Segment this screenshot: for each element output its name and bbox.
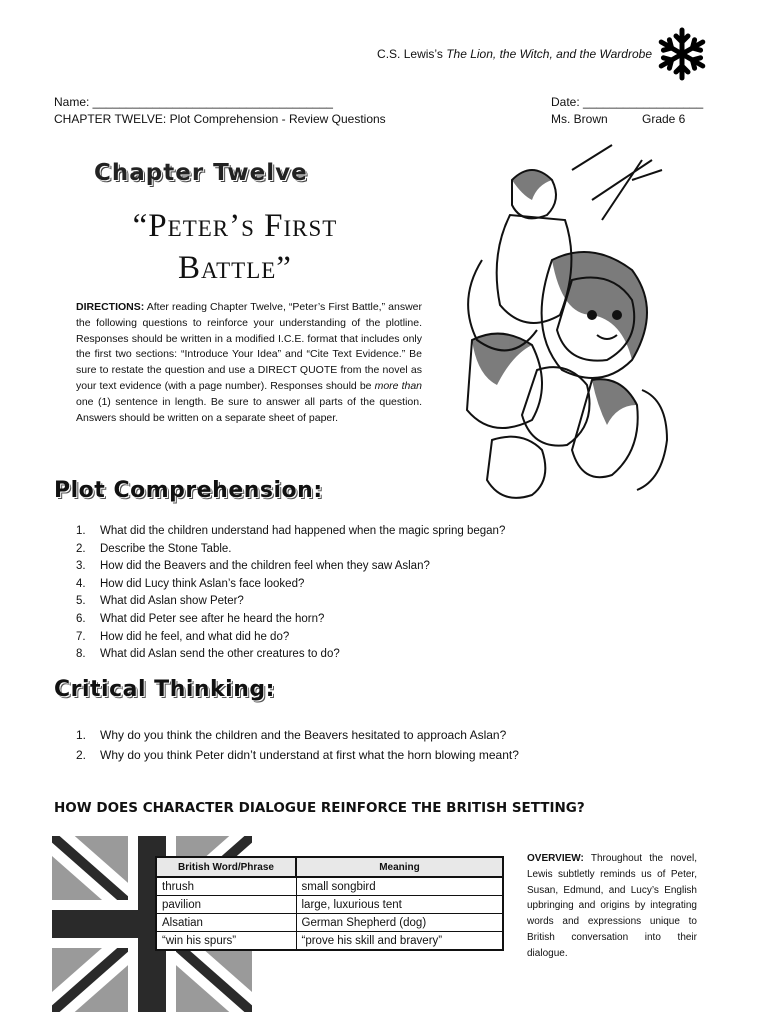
book-author: C.S. Lewis’s — [377, 47, 443, 61]
table-row — [156, 932, 503, 951]
critical-question: 1. Why do you think the children and the Beavers hesitated to approach Aslan? — [76, 728, 507, 742]
table-header-row — [156, 857, 503, 877]
critical-heading-text: Critical Thinking — [54, 677, 266, 702]
column-header: British Word/Phrase — [156, 857, 296, 877]
table-row — [156, 877, 503, 896]
meaning: small songbird — [296, 877, 503, 896]
british-word: “win his spurs” — [156, 932, 296, 951]
book-credit — [300, 47, 652, 61]
directions-emphasis: more than — [374, 379, 423, 392]
plot-question: 1. What did the children understand had happened when the magic spring began? — [76, 525, 506, 537]
chapter-title — [80, 205, 390, 289]
book-title: The Lion, the Witch, and the Wardrobe — [446, 47, 652, 61]
directions-label: DIRECTIONS: — [76, 301, 145, 313]
plot-comprehension-heading — [54, 478, 323, 503]
column-header: Meaning — [296, 857, 503, 877]
directions-paragraph — [76, 300, 422, 426]
overview-text: Throughout the novel, Lewis subtletly reminds us of Peter, Susan, Edmund, and Lucy’s English upbringing and origins by integrating words and expressions unique to British conversation into their dialogue. — [527, 853, 697, 959]
plot-question: 4. How did Lucy think Aslan’s face looked? — [76, 577, 305, 590]
name-line: Name: ____________________________________ — [54, 95, 333, 109]
critical-thinking-heading — [54, 677, 275, 702]
directions-text-a: After reading Chapter Twelve, “Peter’s First Battle,” answer the following questions to reinforce your understanding of the plotline. Responses should be written in a modified I.C.E. format that includes only the first two sections: “Introduce Your Idea” and “Cite Text Evidence.” Be sure to restate the question and use a DIRECT QUOTE from the novel as your text evidence (with a page number). Responses should be — [76, 301, 422, 392]
british-word: thrush — [156, 877, 296, 896]
chapter-title-line1: “Peter’s First — [132, 208, 338, 244]
critical-question: 2. Why do you think Peter didn’t understand at first what the horn blowing meant? — [76, 748, 519, 762]
meaning: “prove his skill and bravery” — [296, 932, 503, 951]
plot-question: 8. What did Aslan send the other creatures to do? — [76, 648, 340, 661]
overview-label: OVERVIEW: — [527, 853, 584, 864]
meaning: German Shepherd (dog) — [296, 914, 503, 932]
table-row — [156, 914, 503, 932]
snowflake-icon — [654, 26, 710, 82]
meaning: large, luxurious tent — [296, 896, 503, 914]
chapter-heading: Chapter Twelve — [94, 160, 308, 186]
battle-illustration — [452, 140, 682, 500]
grade-label: Grade 6 — [642, 112, 686, 126]
chapter-line: CHAPTER TWELVE: Plot Comprehension - Review Questions — [54, 112, 386, 126]
table-row — [156, 896, 503, 914]
date-line: Date: __________________ — [551, 95, 704, 109]
plot-heading-text: Plot Comprehension — [54, 478, 314, 503]
plot-question-list — [76, 523, 505, 664]
critical-heading-colon: : — [265, 677, 275, 702]
plot-heading-colon: : — [313, 478, 323, 503]
plot-question: 2. Describe the Stone Table. — [76, 542, 232, 555]
teacher-name: Ms. Brown — [551, 112, 608, 126]
directions-text-b: one (1) sentence in length. Be sure to answer all parts of the question. Answers should be written on a separate sheet of paper. — [76, 395, 422, 424]
vocab-table — [155, 856, 504, 951]
plot-question: 7. How did he feel, and what did he do? — [76, 630, 290, 643]
plot-question: 6. What did Peter see after he heard the horn? — [76, 612, 325, 625]
plot-question: 5. What did Aslan show Peter? — [76, 595, 244, 608]
overview-paragraph — [527, 851, 697, 962]
british-word: pavilion — [156, 896, 296, 914]
chapter-title-line2: Battle” — [178, 250, 292, 286]
plot-question: 3. How did the Beavers and the children feel when they saw Aslan? — [76, 560, 430, 573]
british-word: Alsatian — [156, 914, 296, 932]
critical-question-list — [76, 725, 519, 765]
dialogue-question: HOW DOES CHARACTER DIALOGUE REINFORCE THE BRITISH SETTING? — [54, 800, 585, 816]
